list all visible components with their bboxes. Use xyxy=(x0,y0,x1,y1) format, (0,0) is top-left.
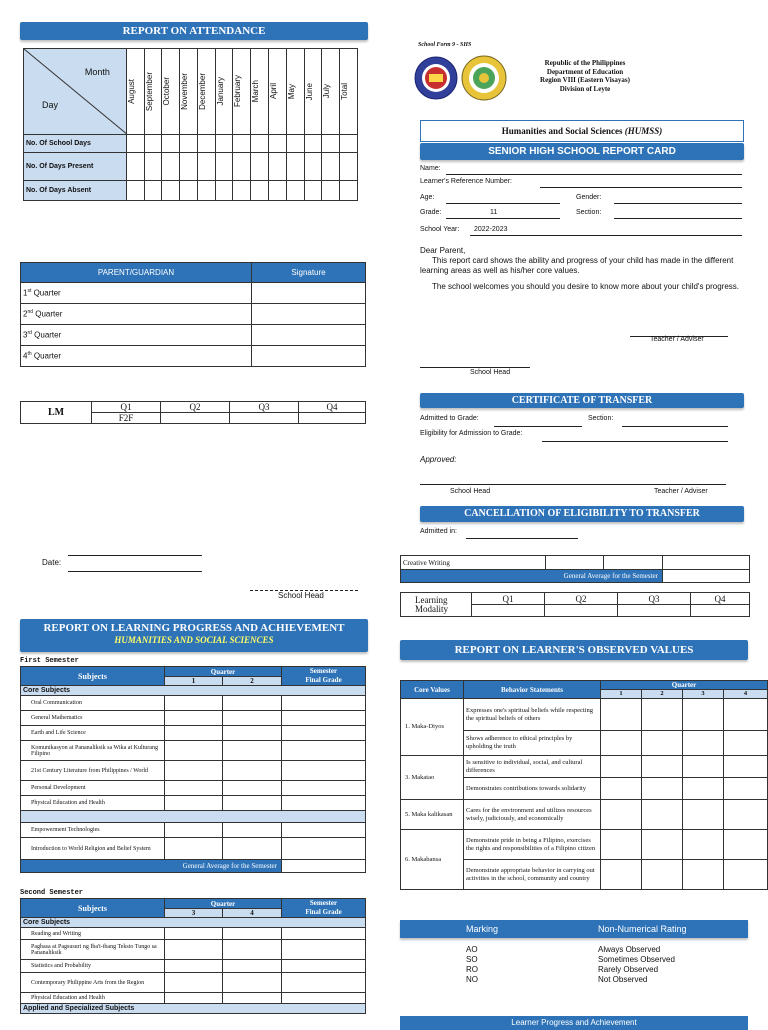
gender-line xyxy=(614,203,742,204)
behavior-statement: Demonstrate pride in being a Filipino, exercises the rights and responsibilities of a Filipino citizen xyxy=(464,830,601,860)
month-label-text: November xyxy=(180,73,190,110)
applied-subjects-label: Applied and Specialized Subjects xyxy=(21,1004,366,1014)
lrn-line xyxy=(540,187,742,188)
lm-q1: Q1 xyxy=(92,402,161,413)
lrn-label: Learner's Reference Number: xyxy=(420,178,512,185)
school-head-label-left: School Head xyxy=(278,591,324,600)
subject-name: Statistics and Probability xyxy=(21,960,165,973)
quarter-3-header: 3 xyxy=(165,909,223,918)
learning-modality-label: Learning Modality xyxy=(401,593,472,617)
marking-rating: Rarely Observed xyxy=(598,965,659,974)
day-label: Day xyxy=(42,100,59,110)
month-label-text: January xyxy=(215,77,225,106)
marking-row xyxy=(466,965,746,975)
marking-code: AO xyxy=(466,945,478,954)
name-line xyxy=(446,174,742,175)
marking-row xyxy=(466,945,746,955)
values-quarter-1: 1 xyxy=(601,690,642,699)
date-label: Date: xyxy=(42,558,62,567)
report-card-title-bar xyxy=(420,143,744,160)
subject-name: Earth and Life Science xyxy=(21,726,165,741)
core-value: 3. Makatao xyxy=(401,756,464,800)
quarter-word: Quarter xyxy=(34,330,62,340)
quarter-suffix: th xyxy=(27,351,32,358)
month-label-text: October xyxy=(162,77,172,106)
month-label-text: July xyxy=(322,84,332,99)
quarter-2-header: 2 xyxy=(223,677,282,686)
subject-name: Oral Communication xyxy=(21,696,165,711)
transfer-title: CERTIFICATE OF TRANSFER xyxy=(511,395,653,406)
core-value: 6. Makabansa xyxy=(401,830,464,890)
form-number: School Form 9 - SHS xyxy=(418,42,472,48)
subjects-header: Subjects xyxy=(21,899,165,918)
signature-cell[interactable] xyxy=(252,325,366,346)
quarter-suffix: nd xyxy=(27,309,34,316)
deped-seal-icon xyxy=(414,56,458,100)
subject-name: 21st Century Literature from Philippines / World xyxy=(21,761,165,781)
quarter-4-header: 4 xyxy=(223,909,282,918)
transfer-section-label: Section: xyxy=(588,415,614,422)
marking-rating: Sometimes Observed xyxy=(598,955,675,964)
values-table xyxy=(400,680,768,890)
signature-cell[interactable] xyxy=(252,304,366,325)
age-line xyxy=(446,203,560,204)
adviser-label: Teacher / Adviser xyxy=(650,336,704,343)
quarter-row-label xyxy=(21,283,252,304)
values-quarter-2: 2 xyxy=(642,690,683,699)
eligibility-line xyxy=(542,441,728,442)
quarter-header: Quarter xyxy=(165,667,282,677)
behavior-statement: Expresses one's spiritual beliefs while respecting the spiritual beliefs of others xyxy=(464,699,601,731)
month-label: Month xyxy=(84,67,110,77)
values-quarter-4: 4 xyxy=(724,690,768,699)
creative-general-average-label: General Average for the Semester xyxy=(401,570,663,583)
month-cell xyxy=(144,49,162,135)
core-value: 5. Maka kalikasan xyxy=(401,800,464,830)
month-cell xyxy=(197,49,215,135)
name-label: Name: xyxy=(420,165,441,172)
month-cell xyxy=(233,49,251,135)
month-cell xyxy=(180,49,198,135)
marking-row xyxy=(466,955,746,965)
month-label-text: June xyxy=(304,82,314,101)
month-cell xyxy=(251,49,269,135)
section-label: Section: xyxy=(576,209,602,216)
bottom-progress-bar xyxy=(400,1016,748,1030)
month-label-text: Total xyxy=(340,83,350,100)
subject-name: Pagbasa at Pagsusuri ng Iba't-ibang Teksto Tungo sa Pananaliksik xyxy=(21,940,165,960)
month-cell xyxy=(126,49,144,135)
month-label-text: April xyxy=(269,83,278,100)
core-subjects-label: Core Subjects xyxy=(21,918,366,928)
dear-parent-p2: The school welcomes you should you desire to know more about your child's progress. xyxy=(432,282,740,291)
marking-rating: Always Observed xyxy=(598,945,661,954)
month-label-text: December xyxy=(197,73,207,110)
marking-rating: Not Observed xyxy=(598,975,648,984)
subject-name: Komunikasyon at Pananaliksik sa Wika at Kulturang Filipino xyxy=(21,741,165,761)
transfer-title-bar xyxy=(420,393,744,408)
quarter-number: 4 xyxy=(23,351,28,361)
parent-signature-table xyxy=(20,262,366,367)
progress-subtitle: HUMANITIES AND SOCIAL SCIENCES xyxy=(114,635,274,645)
admitted-in-line xyxy=(466,538,578,539)
lm-f2f: F2F xyxy=(92,413,161,424)
progress-title: REPORT ON LEARNING PROGRESS AND ACHIEVEMENT xyxy=(43,622,345,634)
subject-name: Physical Education and Health xyxy=(21,796,165,811)
core-value: 1. Maka-Diyos xyxy=(401,699,464,756)
quarter-row-label xyxy=(21,304,252,325)
attendance-row-label: No. Of Days Absent xyxy=(24,181,127,201)
modality-q2: Q2 xyxy=(545,593,618,605)
lm-q3: Q3 xyxy=(230,402,299,413)
first-semester-label: First Semester xyxy=(20,657,79,665)
marking-code: RO xyxy=(466,965,478,974)
quarter-number: 1 xyxy=(23,288,28,298)
subject-name: Contemporary Philippine Arts from the Region xyxy=(21,973,165,993)
cancel-title: CANCELLATION OF ELIGIBILITY TO TRANSFER xyxy=(464,508,700,519)
bottom-progress-title: Learner Progress and Achievement xyxy=(511,1018,637,1027)
attendance-row-label: No. Of School Days xyxy=(24,135,127,153)
age-label: Age: xyxy=(420,194,435,201)
grade-line xyxy=(446,218,560,219)
month-label-text: September xyxy=(144,71,154,112)
month-cell xyxy=(340,49,358,135)
subject-name: Physical Education and Health xyxy=(21,993,165,1004)
header-line: Department of Education xyxy=(546,67,624,76)
header-line: Division of Leyte xyxy=(559,84,611,93)
quarter-row-label xyxy=(21,346,252,367)
transfer-head-label: School Head xyxy=(450,488,491,495)
first-semester-table xyxy=(20,666,366,873)
admitted-grade-line xyxy=(494,426,582,427)
marking-header: Marking xyxy=(466,924,499,934)
behavior-statement: Demonstrate appropriate behavior in carrying out activities in the school, community and country xyxy=(464,860,601,890)
attendance-title: REPORT ON ATTENDANCE xyxy=(122,25,266,37)
month-cell xyxy=(162,49,180,135)
header-lines xyxy=(520,59,650,93)
admitted-grade-label: Admitted to Grade: xyxy=(420,415,479,422)
final-grade-header xyxy=(282,667,366,686)
transfer-adviser-label: Teacher / Adviser xyxy=(654,488,708,495)
school-year-value: 2022-2023 xyxy=(474,226,508,233)
date-line-2 xyxy=(68,571,202,572)
approved-label: Approved: xyxy=(420,455,457,464)
core-values-header: Core Values xyxy=(401,681,464,699)
marking-legend xyxy=(466,945,746,985)
lm-label: LM xyxy=(21,402,92,424)
dear-parent-p1: This report card shows the ability and progress of your child has made in the different learning areas as well as his/her core values. xyxy=(420,256,734,275)
division-seal-icon xyxy=(461,55,507,101)
month-label-text: May xyxy=(286,83,296,100)
quarter-row-label xyxy=(21,325,252,346)
quarter-1-header: 1 xyxy=(165,677,223,686)
strand-name: Humanities and Social Sciences xyxy=(501,126,625,136)
behavior-statement: Is sensitive to individual, social, and cultural differences xyxy=(464,756,601,778)
general-average-label: General Average for the Semester xyxy=(21,860,282,873)
month-cell xyxy=(269,49,287,135)
school-year-label: School Year: xyxy=(420,226,460,233)
subject-name: Creative Writing xyxy=(401,556,546,570)
subjects-header: Subjects xyxy=(21,667,165,686)
marking-header-bar xyxy=(400,920,748,938)
diagonal-divider xyxy=(24,49,128,135)
gender-label: Gender: xyxy=(576,194,602,201)
signature-header: Signature xyxy=(252,263,366,283)
month-cell xyxy=(322,49,340,135)
cancel-title-bar xyxy=(420,506,744,522)
lm-q2: Q2 xyxy=(161,402,230,413)
marking-row xyxy=(466,975,746,985)
marking-code: NO xyxy=(466,975,478,984)
signature-cell[interactable] xyxy=(252,283,366,304)
marking-code: SO xyxy=(466,955,478,964)
quarter-suffix: st xyxy=(27,288,32,295)
applied-subjects-spacer xyxy=(21,811,366,823)
quarter-word: Quarter xyxy=(33,351,61,361)
subject-name: Empowerment Technologies xyxy=(21,823,165,838)
final-grade-header xyxy=(282,899,366,918)
dear-parent xyxy=(420,246,746,292)
subject-name: Introduction to World Religion and Belief System xyxy=(21,838,165,860)
month-label-text: February xyxy=(233,75,243,108)
core-subjects-label: Core Subjects xyxy=(21,686,366,696)
rating-header: Non-Numerical Rating xyxy=(598,924,687,934)
values-quarter-3: 3 xyxy=(683,690,724,699)
progress-title-bar xyxy=(20,619,368,652)
quarter-word: Quarter xyxy=(35,309,63,319)
attendance-row-label: No. Of Days Present xyxy=(24,153,127,181)
creative-writing-table xyxy=(400,555,750,583)
final-grade-line-1: Semester xyxy=(309,899,338,907)
learning-modality-table xyxy=(400,592,750,617)
report-card-title: SENIOR HIGH SCHOOL REPORT CARD xyxy=(488,146,676,157)
section-line xyxy=(614,218,742,219)
signature-cell[interactable] xyxy=(252,346,366,367)
quarter-number: 3 xyxy=(23,330,28,340)
parent-guardian-header: PARENT/GUARDIAN xyxy=(21,263,252,283)
transfer-sign-line xyxy=(420,484,726,485)
final-grade-line-2: Final Grade xyxy=(305,908,342,916)
behavior-statement: Demonstrates contributions towards solidarity xyxy=(464,778,601,800)
grade-label: Grade: xyxy=(420,209,442,216)
school-head-label: School Head xyxy=(470,369,511,376)
behavior-statement: Shows adherence to ethical principles by upholding the truth xyxy=(464,731,601,756)
strand-abbr: (HUMSS) xyxy=(624,126,663,136)
month-cell xyxy=(304,49,322,135)
values-quarter-header: Quarter xyxy=(601,681,768,690)
subject-name: Personal Development xyxy=(21,781,165,796)
header-line: Republic of the Philippines xyxy=(544,59,626,67)
values-title: REPORT ON LEARNER'S OBSERVED VALUES xyxy=(454,644,694,656)
grade-value: 11 xyxy=(490,209,498,216)
second-semester-table xyxy=(20,898,366,1014)
dear-parent-greeting: Dear Parent, xyxy=(420,246,466,255)
date-line-1 xyxy=(68,555,202,556)
modality-q4: Q4 xyxy=(691,593,750,605)
school-year-line xyxy=(470,235,742,236)
modality-q3: Q3 xyxy=(618,593,691,605)
month-cell xyxy=(286,49,304,135)
quarter-header: Quarter xyxy=(165,899,282,909)
behavior-statement: Cares for the environment and utilizes resources wisely, judiciously, and economically xyxy=(464,800,601,830)
subject-name: General Mathematics xyxy=(21,711,165,726)
admitted-in-label: Admitted in: xyxy=(420,528,457,535)
values-title-bar xyxy=(400,640,748,660)
month-cell xyxy=(215,49,233,135)
quarter-number: 2 xyxy=(23,309,28,319)
final-grade-line-2: Final Grade xyxy=(305,676,342,684)
transfer-section-line xyxy=(622,426,728,427)
school-head-line xyxy=(420,367,530,368)
second-semester-label: Second Semester xyxy=(20,889,84,897)
attendance-title-bar xyxy=(20,22,368,40)
modality-q1: Q1 xyxy=(472,593,545,605)
quarter-word: Quarter xyxy=(33,288,61,298)
header-line: Region VIII (Eastern Visayas) xyxy=(540,76,630,84)
subject-name: Reading and Writing xyxy=(21,928,165,940)
behavior-header: Behavior Statements xyxy=(464,681,601,699)
month-label-text: March xyxy=(251,80,261,103)
month-day-header-cell xyxy=(24,49,127,135)
month-label-text: August xyxy=(126,79,136,104)
attendance-table xyxy=(23,48,358,201)
lm-table xyxy=(20,401,366,424)
final-grade-line-1: Semester xyxy=(309,667,338,675)
lm-q4: Q4 xyxy=(299,402,366,413)
eligibility-label: Eligibility for Admission to Grade: xyxy=(420,430,523,437)
strand-box xyxy=(420,120,744,142)
quarter-suffix: rd xyxy=(27,330,32,337)
